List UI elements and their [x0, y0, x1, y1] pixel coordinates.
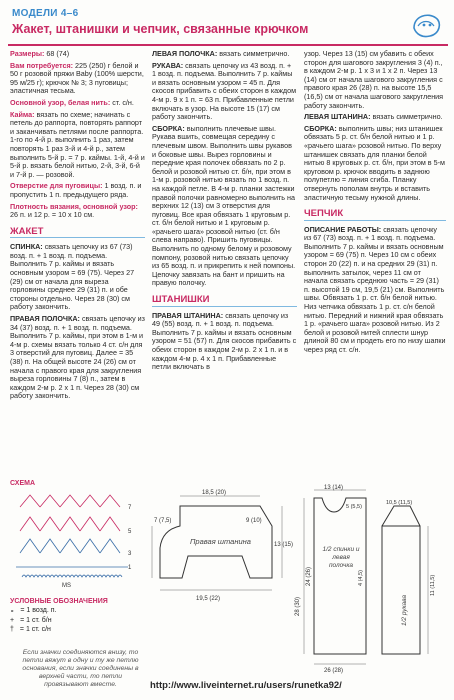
jacket-dim-side: 4 (4,5) — [358, 570, 364, 586]
legend-item-chain: = 1 возд. п. — [20, 607, 57, 614]
jacket-dim-total: 28 (30) — [295, 596, 301, 616]
left-pants-label: ЛЕВАЯ ШТАНИНА: — [304, 112, 371, 122]
dc-symbol-icon: † — [10, 626, 14, 633]
page-header — [8, 6, 448, 46]
sleeves-value: связать цепочку из 43 возд. п. + 1 возд. п. подъема. Выполнить 7 р. каймы и вязать основным узором = 45 п. Для скосов прибавить с обеих сторон в каждом 4-м р. 9 х 1 п. = 63 п. Прибавленные петли включать в узор. На высоте 15 (17) см работу закончить. — [152, 60, 297, 122]
left-pants-value: вязать симметрично. — [372, 112, 443, 122]
assembly-label: СБОРКА: — [152, 123, 185, 133]
back-value: связать цепочку из 67 (73) возд. п. + 1 возд. п. подъема. Выполнить 7 р. каймы и вязать основным узором = 69 (75). Через 27 (29) см от начала для выреза горловины среднее 29 (31) п. и обе стороны отдельно. Через 28 (30) см работу закончить. — [10, 242, 135, 312]
jacket-dim-height: 24 (26) — [306, 566, 312, 586]
section-pants: ШТАНИШКИ — [152, 296, 297, 307]
jacket-sleeve-label: 1/2 рукава — [401, 594, 408, 626]
size-value: 68 (74) — [46, 49, 70, 58]
models-label: МОДЕЛИ 4–6 — [12, 8, 79, 19]
size-label: Размеры: — [10, 49, 45, 58]
assembly-value: выполнить плечевые швы. Рукава вшить, совмещая середину с плечевым швом. Выполнить швы рукавов и боковые швы. Вырез горловины и передние края полочек обвязать по 2 р. белой и розовой нитью ст. б/н, при этом в 1-м р. розовой нитью вязать по 1 возд. п. на каждой петле. В 4-м р. планки застежки правой полочки равномерно выполнить на верхних 12 (13) см 3 отверстия для пуговиц. Все края обвязать 1 круговым р. ст. б/н белой нитью и 1 круговым р. «рачьего шага» розовой нитью (ст. б/н слева направо). Пришить пуговицы. Выполнить по одному белому и розовому помпону, розовой нитью связать цепочку из 65 возд. п. и прикрепить к ней помпоны. Цепочку завязать на бант и пришить на правую полочку. — [152, 123, 296, 288]
schema-ms-label: MS — [62, 583, 71, 589]
jacket-dim-sleeve-len: 11 (11,5) — [430, 574, 436, 596]
sleeves-label: РУКАВА: — [152, 60, 184, 70]
buttonhole-value: 1 возд. п. и пропустить 1 п. предыдущего ряда. — [10, 181, 142, 199]
pants-continued: узор. Через 13 (15) см убавить с обеих сторон для шагового закругления 3 (4) п., в каждом 2-м р. 1 х 3 и 1 х 2 п. Через 13 (14) см от начала шагового закругления с правого края 26 (28) п. на высоте 15,5 (16,5) см от начала шагового закругления работу закончить. — [304, 49, 444, 110]
right-column — [304, 50, 446, 358]
schema-title: СХЕМА — [10, 480, 36, 487]
schema-chart — [10, 487, 140, 591]
main-pattern-value: ст. с/н. — [112, 97, 134, 107]
pants-dim-height: 13 (15) — [274, 542, 294, 548]
legend-title: УСЛОВНЫЕ ОБОЗНАЧЕНИЯ — [10, 598, 108, 605]
jacket-back-label: 1/2 спинки и левая полочка — [322, 546, 360, 569]
watermark-url: http://www.liveinternet.ru/users/runetka92/ — [150, 680, 342, 691]
svg-text:7: 7 — [128, 505, 132, 511]
buttonhole-label: Отверстие для пуговицы: — [10, 181, 103, 191]
svg-text:5: 5 — [128, 529, 132, 535]
right-pants-label: ПРАВАЯ ШТАНИНА: — [152, 310, 224, 320]
chain-symbol-icon: ∘ — [10, 608, 15, 615]
cap-desc-label: ОПИСАНИЕ РАБОТЫ: — [304, 224, 382, 234]
edging-value: вязать по схеме; начинать с петель до раппорта, повторять раппорт и заканчивать петлями после раппорта. 1-го по 4-й р. выполнить 1 раз, затем повторять 1 раз 3-й и 4-й р., затем выполнить 5-й р. = 7 р. каймы. 1-й, 4-й и 5-й р. вязать белой нитью, 2-й, 3-й, 6-й и 7-й р. — розовой. — [10, 109, 145, 179]
jacket-dim-top: 13 (14) — [324, 485, 344, 491]
pants-assembly-value: выполнить швы; низ штанишек обвязать 5 р. ст. б/н белой нитью и 1 р. «рачьего шага» розовой нитью. По верху штанишек связать для планки белой нитью 8 круговых р. ст. б/н, при этом в 5-м круговом р. крючок вводить в заднюю полупетлю = линия сгиба. Планку отвернуть пополам внутрь и вставить эластичную тесьму нужной длины. — [304, 123, 445, 202]
pants-dim-bottom: 19,5 (22) — [196, 596, 221, 602]
edging-label: Кайма: — [10, 109, 35, 119]
section-cap: ЧЕПЧИК — [304, 210, 446, 221]
jacket-dim-sleeve-top: 10,5 (11,5) — [386, 500, 413, 506]
pants-diagram-label: Правая штанина — [190, 537, 251, 546]
page-title: Жакет, штанишки и чепчик, связанные крючком — [12, 22, 309, 36]
main-pattern-label: Основной узор, белая нить: — [10, 97, 111, 107]
svg-text:1: 1 — [128, 565, 132, 571]
pants-diagram — [150, 486, 300, 606]
pants-dim-right: 9 (10) — [246, 518, 262, 524]
crochet-schema — [10, 480, 140, 598]
jacket-diagram — [295, 485, 450, 674]
legend-note: Если значки соединяются внизу, то петли вяжут в одну и ту же петлю основания, если значки соединены в верхней части, то петли провязывают вместе. — [22, 649, 139, 688]
back-label: СПИНКА: — [10, 242, 43, 252]
pants-dim-left: 7 (7,5) — [154, 518, 172, 524]
legend-item-sc: = 1 ст. б/н — [20, 617, 52, 624]
jacket-dim-bottom: 26 (28) — [324, 668, 344, 674]
density-label: Плотность вязания, основной узор: — [10, 201, 138, 211]
section-jacket: ЖАКЕТ — [10, 228, 145, 239]
right-front-value: связать цепочку из 34 (37) возд. п. + 1 возд. п. подъема. Выполнить 7 р. каймы, при этом в 1-м и 4-м р. схемы вязать только 4 ст. с/н для 3 отверстий для пуговиц. Далее = 35 (38) п. На общей высоте 24 (26) см от начала с правого края для закругления выреза горловины 7 (8) п., затем в каждом 2-м р. 2 х 1 п. Через 28 (30) см работу закончить. — [10, 314, 145, 401]
pants-dim-top: 18,5 (20) — [202, 490, 227, 496]
density-value: 26 п. и 12 р. = 10 х 10 см. — [10, 210, 95, 220]
cap-desc-value: связать цепочку из 67 (73) возд. п. + 1 возд. п. подъема. Выполнить 7 р. каймы и вязать основным узором = 69 (75) п. Через 10 см с обеих сторон 20 (22) п. и на средних 29 (31) п. выполнить затылок, через 11 см от начала связать среднюю часть = 29 (31) п. высотой 19 см, 19,5 (21) см. Выполнить швы. Обвязать 1 р. ст. б/н белой нитью. Низ чепчика обвязать 1 р. ст. с/н белой нитью. Передний и нижний края обвязать 1 р. «рачьего шага» розовой нитью. Из 2 белой и розовой нитей сплести шнур длиной 80 см и продеть его по низу шапки через ряд ст. с/н. — [304, 224, 446, 354]
baby-logo-icon — [408, 8, 444, 42]
pants-assembly-label: СБОРКА: — [304, 123, 337, 133]
left-front-label: ЛЕВАЯ ПОЛОЧКА: — [152, 49, 218, 58]
svg-text:3: 3 — [128, 551, 132, 557]
right-pants-value: связать цепочку из 49 (55) возд. п. + 1 возд. п. подъема. Выполнить 7 р. каймы и вязать основным узором = 51 (57) п. Для скосов прибавить с обеих сторон в каждом 2-м р. 2 х 1 п. и в каждом 4-м р. 4 х 1 п. Прибавленные петли включать в — [152, 310, 297, 372]
materials-value: 225 (250) г белой и 50 г розовой пряжи Baby (100% шерсти, 95 м/25 г); крючок № 3; 3 пуговицы; эластичная тесьма. — [10, 60, 144, 96]
sc-symbol-icon: + — [10, 617, 15, 624]
middle-column — [152, 50, 297, 375]
jacket-dim-neck: 5 (5,5) — [346, 504, 362, 510]
right-front-label: ПРАВАЯ ПОЛОЧКА: — [10, 314, 80, 324]
left-front-value: вязать симметрично. — [219, 49, 290, 58]
legend-item-dc: = 1 ст. с/н — [19, 626, 51, 633]
left-column — [10, 50, 145, 404]
legend — [10, 598, 145, 635]
materials-label: Вам потребуется: — [10, 60, 74, 70]
